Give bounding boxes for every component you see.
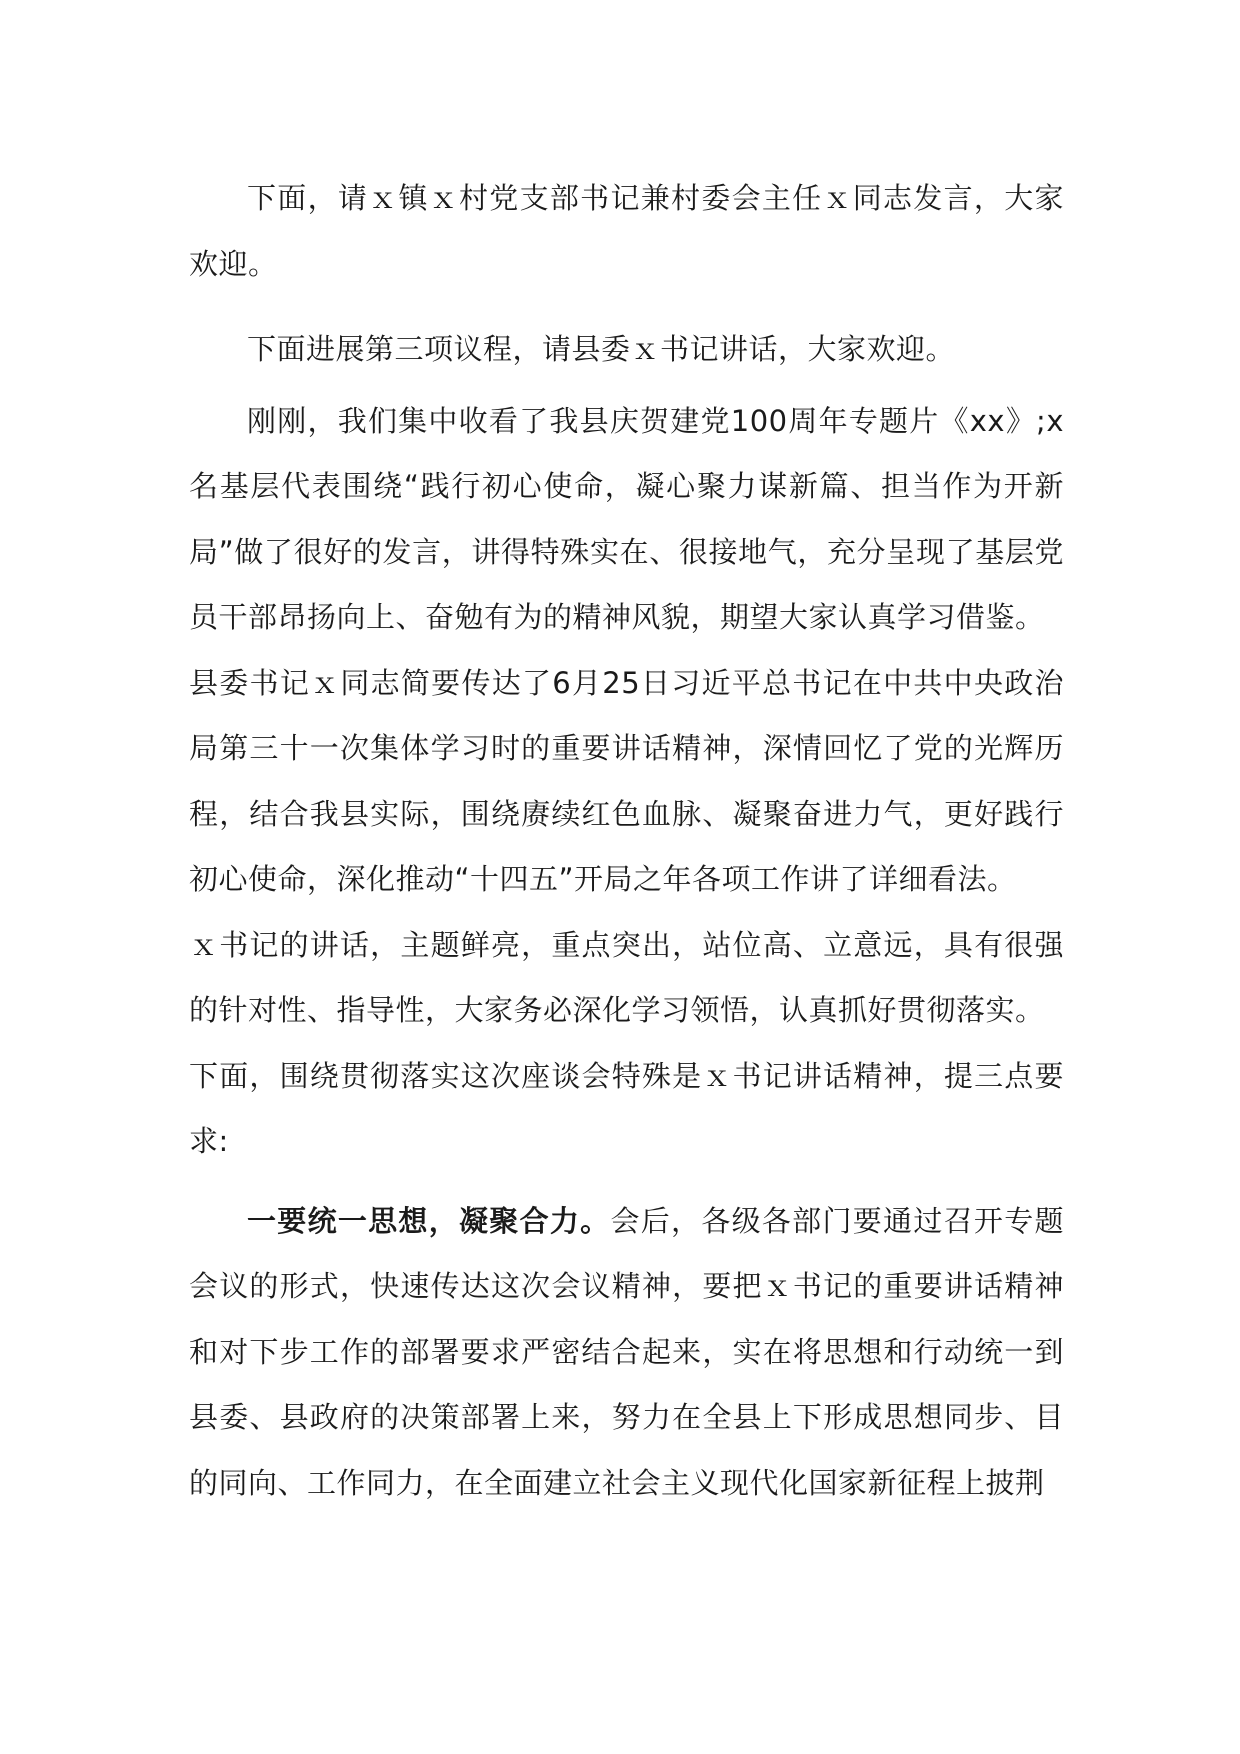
paragraph-4 bbox=[189, 651, 1064, 913]
paragraph-1-text: 下面，请ｘ镇ｘ村党支部书记兼村委会主任ｘ同志发言，大家欢迎。 bbox=[189, 181, 1064, 281]
paragraph-7 bbox=[189, 1189, 1064, 1517]
paragraph-5-text: ｘ书记的讲话，主题鲜亮，重点突出，站位高、立意远，具有很强的针对性、指导性，大家务必深化学习领悟，认真抓好贯彻落实。 bbox=[189, 927, 1064, 1027]
paragraph-2-text: 下面进展第三项议程，请县委ｘ书记讲话，大家欢迎。 bbox=[247, 332, 956, 366]
paragraph-2 bbox=[189, 317, 1064, 383]
paragraph-4-text: 县委书记ｘ同志简要传达了6月25日习近平总书记在中共中央政治局第三十一次集体学习时的重要讲话精神，深情回忆了党的光辉历程，结合我县实际，围绕赓续红色血脉、凝聚奋进力气，更好践行初心使命，深化推动“十四五”开局之年各项工作讲了详细看法。 bbox=[189, 665, 1064, 896]
paragraph-7-text: 会后，各级各部门要通过召开专题会议的形式，快速传达这次会议精神，要把ｘ书记的重要讲话精神和对下步工作的部署要求严密结合起来，实在将思想和行动统一到县委、县政府的决策部署上来，努力在全县上下形成思想同步、目的同向、工作同力，在全面建立社会主义现代化国家新征程上披荆 bbox=[189, 1203, 1064, 1500]
paragraph-3-text: 刚刚，我们集中收看了我县庆贺建党100周年专题片《xx》;x名基层代表围绕“践行初心使命，凝心聚力谋新篇、担当作为开新局”做了很好的发言，讲得特殊实在、很接地气，充分呈现了基层党员干部昂扬向上、奋勉有为的精神风貌，期望大家认真学习借鉴。 bbox=[189, 403, 1064, 634]
paragraph-6-text: 下面，围绕贯彻落实这次座谈会特殊是ｘ书记讲话精神，提三点要求: bbox=[189, 1058, 1064, 1158]
paragraph-3 bbox=[189, 389, 1064, 651]
paragraph-5 bbox=[189, 913, 1064, 1044]
document-body bbox=[189, 166, 1064, 1516]
paragraph-6 bbox=[189, 1044, 1064, 1175]
paragraph-1 bbox=[189, 166, 1064, 297]
paragraph-7-lead: 一要统一思想，凝聚合力。 bbox=[247, 1203, 611, 1238]
